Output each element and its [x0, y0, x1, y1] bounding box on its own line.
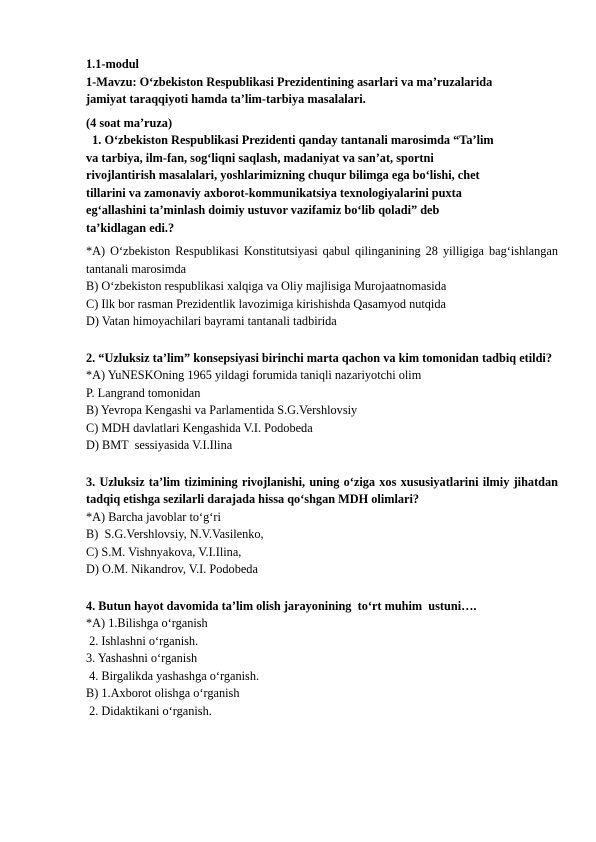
answer-option: D) Vatan himoyachilari bayrami tantanali tadbirida [86, 314, 337, 328]
answer-option: C) MDH davlatlari Kengashida V.I. Podobeda [86, 420, 313, 435]
question-1-line: rivojlantirish masalalari, yoshlarimizning chuqur bilimga ega bo‘lishi, chet [86, 168, 480, 182]
module-heading: 1.1-modul [86, 57, 139, 71]
topic-title-line-2: jamiyat taraqqiyoti hamda ta’lim-tarbiya masalalari. [86, 92, 366, 106]
answer-option: C) S.M. Vishnyakova, V.I.Ilina, [86, 544, 242, 559]
question-1-line: 1. O‘zbekiston Respublikasi Prezidenti qanday tantanali marosimda “Ta’lim [86, 133, 494, 147]
question-4 [86, 598, 558, 721]
topic-title-line-1: 1-Mavzu: O‘zbekiston Respublikasi Prezidentining asarlari va ma’ruzalarida [86, 74, 493, 89]
question-2-text: 2. “Uzluksiz ta’lim” konsepsiyasi birinchi marta qachon va kim tomonidan tadbiq etildi? [86, 350, 552, 365]
answer-option: B) Yevropa Kengashi va Parlamentida S.G.Vershlovsiy [86, 403, 358, 417]
question-1-line: eg‘allashini ta’minlash doimiy ustuvor vazifamiz bo‘lib qoladi” deb [86, 203, 440, 217]
answer-option: *A) O‘zbekiston Respublikasi Konstitutsiyasi qabul qilinganining 28 yilligiga bag‘ishlangan tantanali marosimda [86, 244, 558, 276]
answer-option: *A) 1.Bilishga o‘rganish [86, 616, 208, 630]
answer-option: C) Ilk bor rasman Prezidentlik lavozimiga kirishishda Qasamyod nutqida [86, 296, 446, 311]
question-3-text: 3. Uzluksiz ta’lim tizimining rivojlanishi, uning o‘ziga xos xususiyatlarini ilmiy jihatdan tadqiq etishga sezilarli darajada hissa qo‘shgan MDH olimlari? [86, 474, 558, 506]
answer-option: 3. Yashashni o‘rganish [86, 651, 198, 665]
question-1 [86, 132, 558, 331]
answer-option: B) S.G.Vershlovsiy, N.V.Vasilenko, [86, 527, 264, 541]
answer-option: 2. Ishlashni o‘rganish. [86, 633, 199, 648]
answer-option: *A) YuNESKOning 1965 yildagi forumida taniqli nazariyotchi olim [86, 368, 422, 382]
question-1-line: tillarini va zamonaviy axborot-kommunikatsiya texnologiyalarini puxta [86, 185, 462, 200]
answer-option: D) O.M. Nikandrov, V.I. Podobeda [86, 562, 258, 576]
document-page [86, 56, 558, 720]
answer-option: *A) Barcha javoblar to‘g‘ri [86, 509, 221, 524]
answer-option: D) BMT sessiyasida V.I.Ilina [86, 438, 233, 452]
answer-option: B) 1.Axborot olishga o‘rganish [86, 686, 240, 700]
hours-note: (4 soat ma’ruza) [86, 115, 173, 130]
answer-option: 4. Birgalikda yashashga o‘rganish. [86, 668, 260, 683]
answer-option: B) O‘zbekiston respublikasi xalqiga va Oliy majlisiga Murojaatnomasida [86, 279, 447, 293]
question-4-text: 4. Butun hayot davomida ta’lim olish jarayonining to‘rt muhim ustuni…. [86, 598, 477, 613]
question-2 [86, 350, 558, 455]
question-1-line: va tarbiya, ilm-fan, sog‘liqni saqlash, madaniyat va san’at, sportni [86, 150, 434, 165]
question-1-line: ta’kidlagan edi.? [86, 220, 175, 235]
answer-option: P. Langrand tomonidan [86, 385, 201, 400]
answer-option: 2. Didaktikani o‘rganish. [86, 703, 212, 718]
question-3 [86, 474, 558, 579]
